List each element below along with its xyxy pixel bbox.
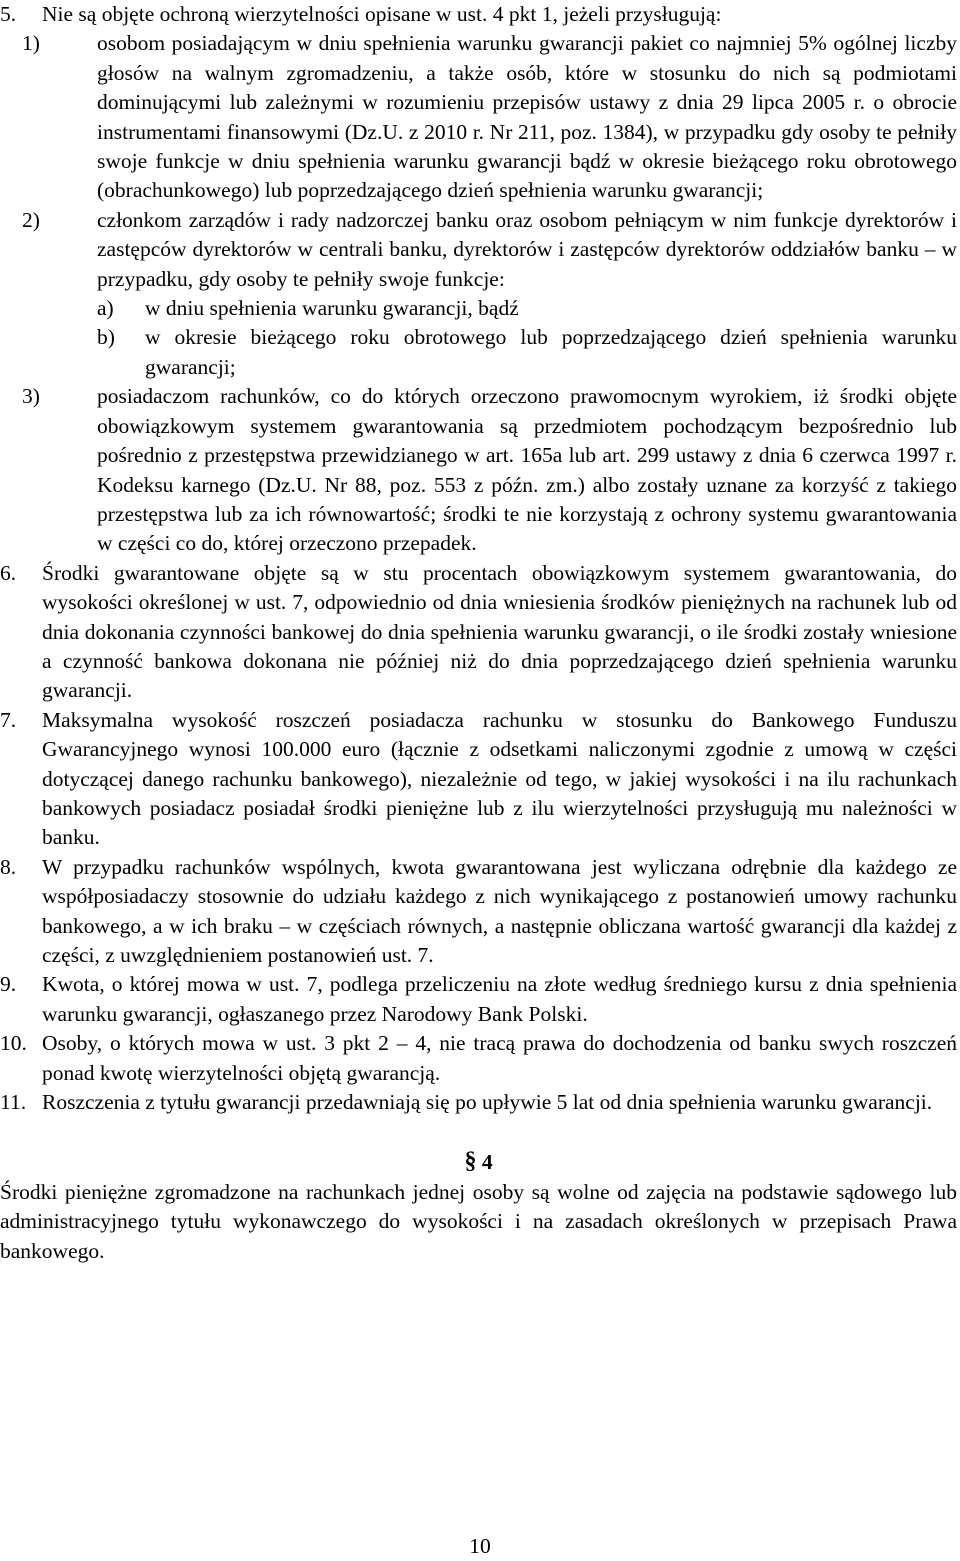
list-item-text: Kwota, o której mowa w ust. 7, podlega przeliczeniu na złote według średniego kursu z dnia spełnienia warunku gwarancji, ogłaszanego przez Narodowy Bank Polski. xyxy=(42,972,957,1026)
list-item-number: 3) xyxy=(22,384,40,409)
list-item xyxy=(22,206,957,294)
list-item-number: 9. xyxy=(0,972,17,997)
list-item xyxy=(0,559,957,706)
list-item xyxy=(97,323,957,382)
list-item-number: 10. xyxy=(0,1031,27,1056)
list-item-number: 8. xyxy=(0,854,17,879)
section-heading xyxy=(0,1147,957,1177)
list-item-number: a) xyxy=(97,296,114,321)
list-item-number: 7. xyxy=(0,707,17,732)
list-item-number: b) xyxy=(97,325,115,350)
list-item-text: Maksymalna wysokość roszczeń posiadacza rachunku w stosunku do Bankowego Funduszu Gwarancyjnego wynosi 100.000 euro (łącznie z odsetkami naliczonymi zgodnie z umową w części dotyczącej danego rachunku bankowego), niezależnie od tego, w jakiej wysokości i na ilu rachunkach bankowych posiadacz posiadał środki pieniężne lub z ilu wierzytelności przysługują mu należności w banku. xyxy=(42,707,957,850)
list-item-text: osobom posiadającym w dniu spełnienia warunku gwarancji pakiet co najmniej 5% ogólnej liczby głosów na walnym zgromadzeniu, a także osób, które w stosunku do nich są podmiotami dominującymi lub zależnymi w rozumieniu przepisów ustawy z dnia 29 lipca 2005 r. o obrocie instrumentami finansowymi (Dz.U. z 2010 r. Nr 211, poz. 1384), w przypadku gdy osoby te pełniły swoje funkcje w dniu spełnienia warunku gwarancji bądź w okresie bieżącego roku obrotowego (obrachunkowego) lub poprzedzającego dzień spełnienia warunku gwarancji; xyxy=(97,31,957,203)
list-item-text: posiadaczom rachunków, co do których orzeczono prawomocnym wyrokiem, iż środki objęte obowiązkowym systemem gwarantowania są przedmiotem pochodzącym bezpośrednio lub pośrednio z przestępstwa przewidzianego w art. 165a lub art. 299 ustawy z dnia 6 czerwca 1997 r. Kodeksu karnego (Dz.U. Nr 88, poz. 553 z późn. zm.) albo zostały uznane za korzyść z takiego przestępstwa lub za ich równowartość; środki te nie korzystają z ochrony systemu gwarantowania w części co do, której orzeczono przepadek. xyxy=(97,384,957,556)
list-item xyxy=(22,382,957,558)
list-item-text: Nie są objęte ochroną wierzytelności opisane w ust. 4 pkt 1, jeżeli przysługują: xyxy=(42,2,722,26)
list-item xyxy=(0,0,957,29)
list-item-text: W przypadku rachunków wspólnych, kwota gwarantowana jest wyliczana odrębnie dla każdego ze współposiadaczy stosownie do udziału każdego z nich wynikającego z postanowień umowy rachunku bankowego, a w ich braku – w częściach równych, a następnie obliczana wartość gwarancji dla każdej z części, z uwzględnieniem postanowień ust. 7. xyxy=(42,854,957,967)
list-item-number: 6. xyxy=(0,560,17,585)
list-item xyxy=(22,29,957,205)
list-item-text: w dniu spełnienia warunku gwarancji, bądź xyxy=(145,296,519,321)
list-item xyxy=(0,1029,957,1088)
list-item-number: 5. xyxy=(0,2,17,26)
list-item-text: w okresie bieżącego roku obrotowego lub poprzedzającego dzień spełnienia warunku gwarancji; xyxy=(145,325,957,379)
section-number: 4 xyxy=(481,1150,493,1175)
list-item-text: Osoby, o których mowa w ust. 3 pkt 2 – 4, nie tracą prawa do dochodzenia od banku swych roszczeń ponad kwotę wierzytelności objętą gwarancją. xyxy=(42,1031,957,1085)
section-symbol: § xyxy=(464,1148,477,1175)
list-item xyxy=(97,294,957,323)
list-item-number: 2) xyxy=(22,207,40,232)
page-number: 10 xyxy=(469,1534,491,1558)
list-item-text: Roszczenia z tytułu gwarancji przedawniają się po upływie 5 lat od dnia spełnienia warunku gwarancji. xyxy=(42,1090,933,1115)
list-item-text: Środki gwarantowane objęte są w stu procentach obowiązkowym systemem gwarantowania, do wysokości określonej w ust. 7, odpowiednio od dnia wniesienia środków pieniężnych na rachunek lub od dnia dokonania czynności bankowej do dnia spełnienia warunku gwarancji, o ile środki zostały wniesione a czynność bankowa dokonana nie później niż do dnia poprzedzającego dzień spełnienia warunku gwarancji. xyxy=(42,560,957,703)
list-item-number: 1) xyxy=(22,31,40,56)
list-item xyxy=(0,1088,957,1117)
list-item xyxy=(0,853,957,971)
list-item xyxy=(0,970,957,1029)
list-item xyxy=(0,706,957,853)
list-item-number: 11. xyxy=(0,1090,27,1115)
section-paragraph: Środki pieniężne zgromadzone na rachunkach jednej osoby są wolne od zajęcia na podstawie sądowego lub administracyjnego tytułu wykonawczego do wysokości i na zasadach określonych w przepisach Prawa bankowego. xyxy=(0,1179,957,1263)
list-item-text: członkom zarządów i rady nadzorczej banku oraz osobom pełniącym w nim funkcje dyrektorów i zastępców dyrektorów w centrali banku, dyrektorów i zastępców dyrektorów oddziałów banku – w przypadku, gdy osoby te pełniły swoje funkcje: xyxy=(97,207,957,291)
